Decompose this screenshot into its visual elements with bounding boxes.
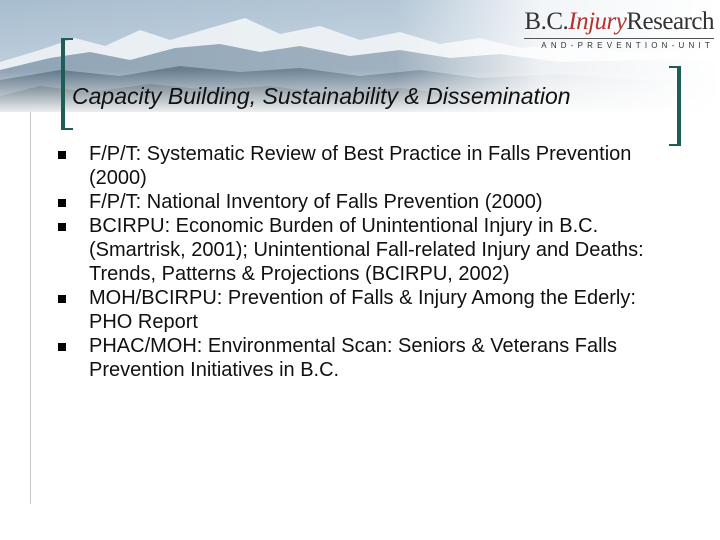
- bullet-text: F/P/T: Systematic Review of Best Practice in Falls Prevention (2000): [89, 143, 632, 189]
- square-bullet-icon: [58, 295, 66, 303]
- logo-divider: [524, 38, 714, 39]
- left-vertical-rule: [30, 112, 31, 504]
- bc-injury-research-logo: [524, 8, 714, 51]
- bullet-item: [58, 142, 678, 190]
- bullet-text: BCIRPU: Economic Burden of Unintentional Injury in B.C. (Smartrisk, 2001); Unintentional Fall-related Injury and Deaths: Trends, Patterns & Projections (BCIRPU, 2002): [89, 215, 644, 285]
- logo-subtitle: AND-PREVENTION-UNIT: [541, 41, 714, 50]
- bullet-list: [58, 142, 678, 382]
- bullet-text: MOH/BCIRPU: Prevention of Falls & Injury Among the Ederly: PHO Report: [89, 287, 636, 333]
- bullet-item: [58, 190, 678, 214]
- square-bullet-icon: [58, 199, 66, 207]
- bullet-item: [58, 334, 678, 382]
- square-bullet-icon: [58, 223, 66, 231]
- square-bullet-icon: [58, 151, 66, 159]
- square-bullet-icon: [58, 343, 66, 351]
- slide-title: Capacity Building, Sustainability & Dissemination: [72, 83, 571, 109]
- bullet-item: [58, 286, 678, 334]
- logo-name: [524, 8, 714, 36]
- logo-name-suffix: Research: [626, 8, 714, 35]
- logo-name-prefix: B.C.: [524, 8, 569, 35]
- bullet-text: PHAC/MOH: Environmental Scan: Seniors & Veterans Falls Prevention Initiatives in B.C.: [89, 335, 617, 381]
- bullet-item: [58, 214, 678, 286]
- logo-name-accent: Injury: [568, 8, 627, 35]
- bullet-text: F/P/T: National Inventory of Falls Prevention (2000): [89, 191, 543, 213]
- right-bracket-icon: [668, 66, 682, 146]
